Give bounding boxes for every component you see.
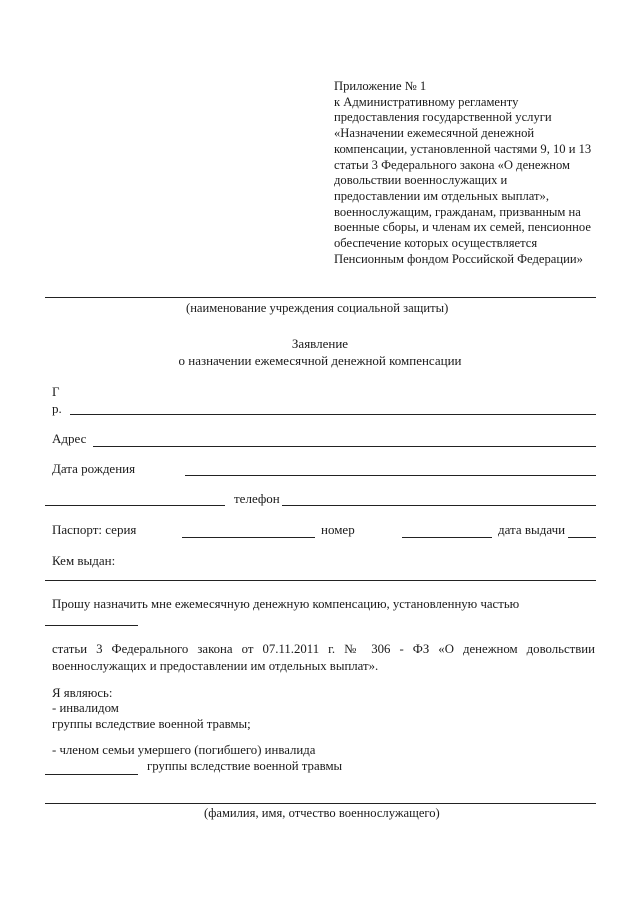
- blank-field[interactable]: [45, 505, 225, 506]
- issued-by-label: Кем выдан:: [52, 553, 116, 568]
- g-label: Г: [52, 384, 60, 399]
- status-option-disabled-suffix: группы вследствие военной травмы;: [52, 717, 251, 731]
- institution-caption: (наименование учреждения социальной защиты): [186, 301, 449, 315]
- birth-date-field[interactable]: [185, 475, 596, 476]
- issued-by-field[interactable]: [45, 580, 596, 581]
- appendix-line: статьи 3 Федерального закона «О денежном: [334, 157, 570, 172]
- appendix-line: военные сборы, и членам их семей, пенсионное: [334, 220, 591, 235]
- appendix-line: компенсации, установленной частями 9, 10 и 13: [334, 141, 592, 156]
- appendix-line: Пенсионным фондом Российской Федерации»: [334, 251, 583, 266]
- phone-label: телефон: [234, 491, 280, 506]
- title: Заявление: [291, 336, 349, 351]
- appendix-header: [334, 79, 624, 267]
- status-option-disabled: - инвалидом: [52, 701, 119, 715]
- appendix-line: обеспечение которых осуществляется: [334, 236, 538, 251]
- serviceman-name-field[interactable]: [45, 803, 596, 804]
- appendix-line: предоставлении им отдельных выплат»,: [334, 188, 549, 203]
- disability-group-field[interactable]: [45, 774, 138, 775]
- status-option-family-suffix: группы вследствие военной травмы: [147, 759, 343, 773]
- appendix-line: к Административному регламенту: [334, 94, 519, 109]
- passport-number-field[interactable]: [402, 537, 492, 538]
- law-reference-text: статьи 3 Федерального закона от 07.11.2011 г. № 306 - ФЗ «О денежном довольствии военнослужащих и предоставлении им отдельных выплат».: [52, 642, 595, 673]
- appendix-line: Приложение № 1: [334, 79, 427, 93]
- serviceman-name-caption: (фамилия, имя, отчество военнослужащего): [204, 806, 440, 820]
- passport-series-label: Паспорт: серия: [52, 522, 137, 537]
- status-option-family-member: - членом семьи умершего (погибшего) инвалида: [52, 743, 316, 757]
- phone-field[interactable]: [282, 505, 596, 506]
- status-intro: Я являюсь:: [52, 686, 113, 700]
- issue-date-field[interactable]: [568, 537, 596, 538]
- address-label: Адрес: [52, 431, 87, 446]
- passport-series-field[interactable]: [182, 537, 315, 538]
- issue-date-label: дата выдачи: [498, 522, 566, 537]
- citizen-name-field[interactable]: [70, 414, 596, 415]
- address-field[interactable]: [93, 446, 596, 447]
- request-text: Прошу назначить мне ежемесячную денежную компенсацию, установленную частью: [52, 597, 520, 611]
- r-label: р.: [52, 401, 62, 416]
- passport-number-label: номер: [321, 522, 355, 537]
- document-title: [0, 335, 640, 369]
- law-part-field[interactable]: [45, 625, 138, 626]
- institution-field-line[interactable]: [45, 297, 596, 298]
- subtitle: о назначении ежемесячной денежной компенсации: [178, 353, 462, 368]
- appendix-line: довольствии военнослужащих и: [334, 173, 508, 188]
- birth-date-label: Дата рождения: [52, 461, 136, 476]
- appendix-line: «Назначении ежемесячной денежной: [334, 126, 535, 141]
- appendix-line: предоставления государственной услуги: [334, 110, 552, 125]
- appendix-line: военнослужащим, гражданам, призванным на: [334, 204, 581, 219]
